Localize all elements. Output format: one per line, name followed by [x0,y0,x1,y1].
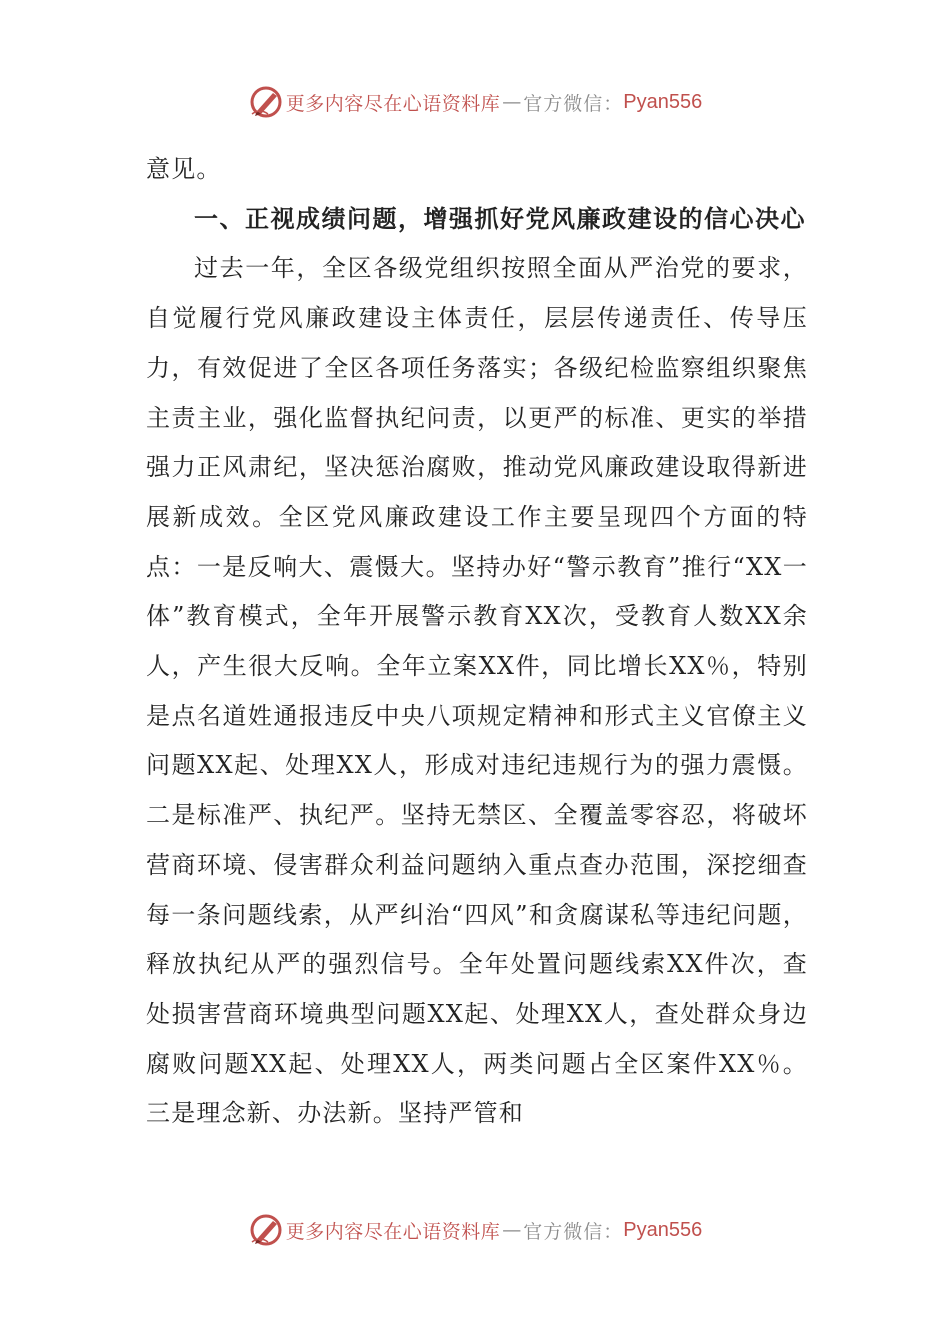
pen-circle-icon [248,1212,284,1248]
continuation-text: 意见。 [146,155,222,183]
banner-separator: — [502,1219,522,1241]
banner-slogan: 更多内容尽在心语资料库 [285,92,501,115]
section-heading: 一、正视成绩问题，增强抓好党风廉政建设的信心决心 [194,204,806,233]
pen-circle-icon [248,84,284,120]
banner-wechat-id: Pyan556 [623,90,703,113]
footer-banner [0,1208,950,1252]
header-banner [0,80,950,124]
banner-official-label: 官方微信： [523,92,624,115]
banner-separator: — [502,91,522,113]
document-body [146,145,808,1139]
body-paragraph: 过去一年，全区各级党组织按照全面从严治党的要求，自觉履行党风廉政建设主体责任，层层传递责任、传导压力，有效促进了全区各项任务落实；各级纪检监察组织聚焦主责主业，强化监督执纪问责，以更严的标准、更实的举措强力正风肃纪，坚决惩治腐败，推动党风廉政建设取得新进展新成效。全区党风廉政建设工作主要呈现四个方面的特点：一是反响大、震慑大。坚持办好“警示教育”推行“XX一体”教育模式，全年开展警示教育XX次，受教育人数XX余人，产生很大反响。全年立案XX件，同比增长XX％，特别是点名道姓通报违反中央八项规定精神和形式主义官僚主义问题XX起、处理XX人，形成对违纪违规行为的强力震慑。二是标准严、执纪严。坚持无禁区、全覆盖零容忍，将破坏营商环境、侵害群众利益问题纳入重点查办范围，深挖细查每一条问题线索，从严纠治“四风”和贪腐谋私等违纪问题，释放执纪从严的强烈信号。全年处置问题线索XX件次，查处损害营商环境典型问题XX起、处理XX人，查处群众身边腐败问题XX起、处理XX人，两类问题占全区案件XX％。三是理念新、办法新。坚持严管和 [146,254,808,1128]
banner-official-label: 官方微信： [523,1220,624,1243]
banner-wechat-id: Pyan556 [623,1218,703,1241]
banner-slogan: 更多内容尽在心语资料库 [285,1220,501,1243]
